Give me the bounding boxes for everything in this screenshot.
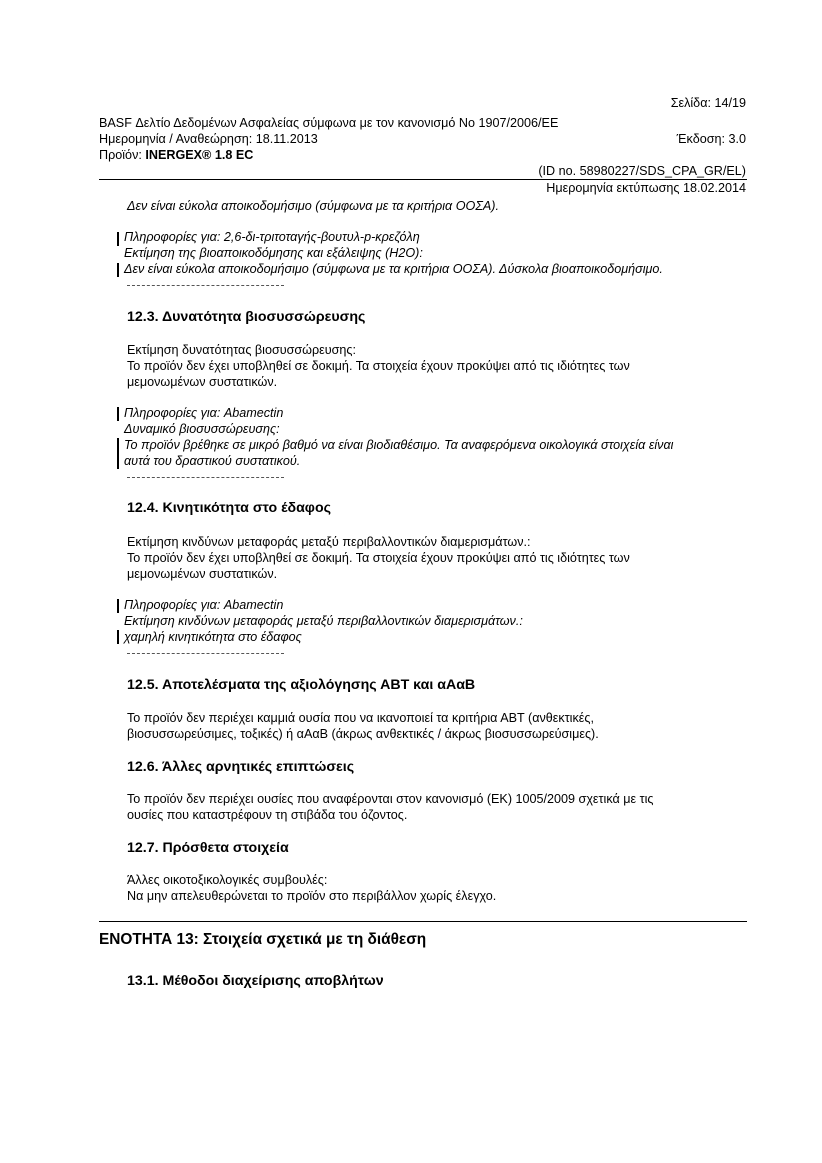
section-12-7-heading: 12.7. Πρόσθετα στοιχεία bbox=[127, 840, 289, 856]
header-title: BASF Δελτίο Δεδομένων Ασφαλείας σύμφωνα με τον κανονισμό Νο 1907/2006/ΕΕ bbox=[99, 116, 559, 130]
change-bar bbox=[117, 263, 119, 277]
version: Έκδοση: 3.0 bbox=[676, 132, 746, 146]
estimate-label: Εκτίμηση της βιοαποικοδόμησης και εξάλειψης (H2O): bbox=[124, 246, 423, 260]
change-bar bbox=[117, 438, 119, 469]
section-12-6-heading: 12.6. Άλλες αρνητικές επιπτώσεις bbox=[127, 759, 355, 775]
info-for: Πληροφορίες για: 2,6-δι-τριτοταγής-βουτυλ-p-κρεζόλη bbox=[124, 230, 420, 244]
section-12-4-heading: 12.4. Κινητικότητα στο έδαφος bbox=[127, 500, 331, 516]
s123-text-cont: μεμονωμένων συστατικών. bbox=[127, 375, 278, 389]
section-13-1-heading: 13.1. Μέθοδοι διαχείρισης αποβλήτων bbox=[127, 973, 384, 989]
s124-text: Το προϊόν δεν έχει υποβληθεί σε δοκιμή. Τα στοιχεία έχουν προκύψει από τις ιδιότητες των bbox=[127, 551, 630, 565]
product-label: Προϊόν: bbox=[99, 148, 146, 162]
s125-text: Το προϊόν δεν περιέχει καμμιά ουσία που να ικανοποιεί τα κριτήρια ΑΒΤ (ανθεκτικές, bbox=[127, 711, 594, 725]
s127-label: Άλλες οικοτοξικολογικές συμβουλές: bbox=[127, 873, 328, 887]
s123-potential-text: Το προϊόν βρέθηκε σε μικρό βαθμό να είναι βιοδιαθέσιμο. Τα αναφερόμενα οικολογικά στοιχεία είναι bbox=[124, 438, 674, 452]
s123-text: Το προϊόν δεν έχει υποβληθεί σε δοκιμή. Τα στοιχεία έχουν προκύψει από τις ιδιότητες των bbox=[127, 359, 630, 373]
section-12-5-heading: 12.5. Αποτελέσματα της αξιολόγησης ΑΒΤ και αΑαΒ bbox=[127, 677, 476, 693]
s124-info-for: Πληροφορίες για: Abamectin bbox=[124, 598, 284, 612]
s125-text-cont: βιοσυσσωρεύσιμες, τοξικές) ή αΑαΒ (άκρως ανθεκτικές / άκρως βιοσυσσωρεύσιμες). bbox=[127, 727, 599, 741]
s126-text: Το προϊόν δεν περιέχει ουσίες που αναφέρονται στον κανονισμό (ΕΚ) 1005/2009 σχετικά με τις bbox=[127, 792, 654, 806]
separator bbox=[127, 653, 284, 654]
s124-transport-label: Εκτίμηση κινδύνων μεταφοράς μεταξύ περιβαλλοντικών διαμερισμάτων.: bbox=[124, 614, 523, 628]
change-bar bbox=[117, 232, 119, 246]
biodegradation-text: Δεν είναι εύκολα αποικοδομήσιμο (σύμφωνα με τα κριτήρια ΟΟΣΑ). bbox=[127, 199, 499, 213]
s126-text-cont: ουσίες που καταστρέφουν τη στιβάδα του όζοντος. bbox=[127, 808, 408, 822]
section-13-heading: ΕΝΟΤΗΤΑ 13: Στοιχεία σχετικά με τη διάθεση bbox=[99, 931, 427, 948]
product-name: INERGEX® 1.8 EC bbox=[145, 148, 254, 162]
s124-transport-text: χαμηλή κινητικότητα στο έδαφος bbox=[124, 630, 302, 644]
change-bar bbox=[117, 630, 119, 644]
separator bbox=[127, 285, 284, 286]
change-bar bbox=[117, 599, 119, 613]
estimate-result: Δεν είναι εύκολα αποικοδομήσιμο (σύμφωνα με τα κριτήρια ΟΟΣΑ). Δύσκολα βιοαποικοδομήσιμο. bbox=[124, 262, 663, 276]
revision-date: Ημερομηνία / Αναθεώρηση: 18.11.2013 bbox=[99, 132, 318, 146]
section-12-3-heading: 12.3. Δυνατότητα βιοσυσσώρευσης bbox=[127, 309, 366, 325]
document-id: (ID no. 58980227/SDS_CPA_GR/EL) bbox=[538, 164, 746, 178]
s123-label: Εκτίμηση δυνατότητας βιοσυσσώρευσης: bbox=[127, 343, 356, 357]
s123-potential-label: Δυναμικό βιοσυσσώρευσης: bbox=[124, 422, 280, 436]
page-number: Σελίδα: 14/19 bbox=[670, 96, 746, 110]
s124-text-cont: μεμονωμένων συστατικών. bbox=[127, 567, 278, 581]
section-rule bbox=[99, 921, 747, 922]
change-bar bbox=[117, 407, 119, 421]
s123-potential-text-cont: αυτά του δραστικού συστατικού. bbox=[124, 454, 301, 468]
s127-text: Να μην απελευθερώνεται το προϊόν στο περιβάλλον χωρίς έλεγχο. bbox=[127, 889, 497, 903]
separator bbox=[127, 477, 284, 478]
product-line bbox=[99, 147, 253, 163]
print-date: Ημερομηνία εκτύπωσης 18.02.2014 bbox=[546, 181, 746, 195]
s124-label: Εκτίμηση κινδύνων μεταφοράς μεταξύ περιβαλλοντικών διαμερισμάτων.: bbox=[127, 535, 531, 549]
s123-info-for: Πληροφορίες για: Abamectin bbox=[124, 406, 284, 420]
